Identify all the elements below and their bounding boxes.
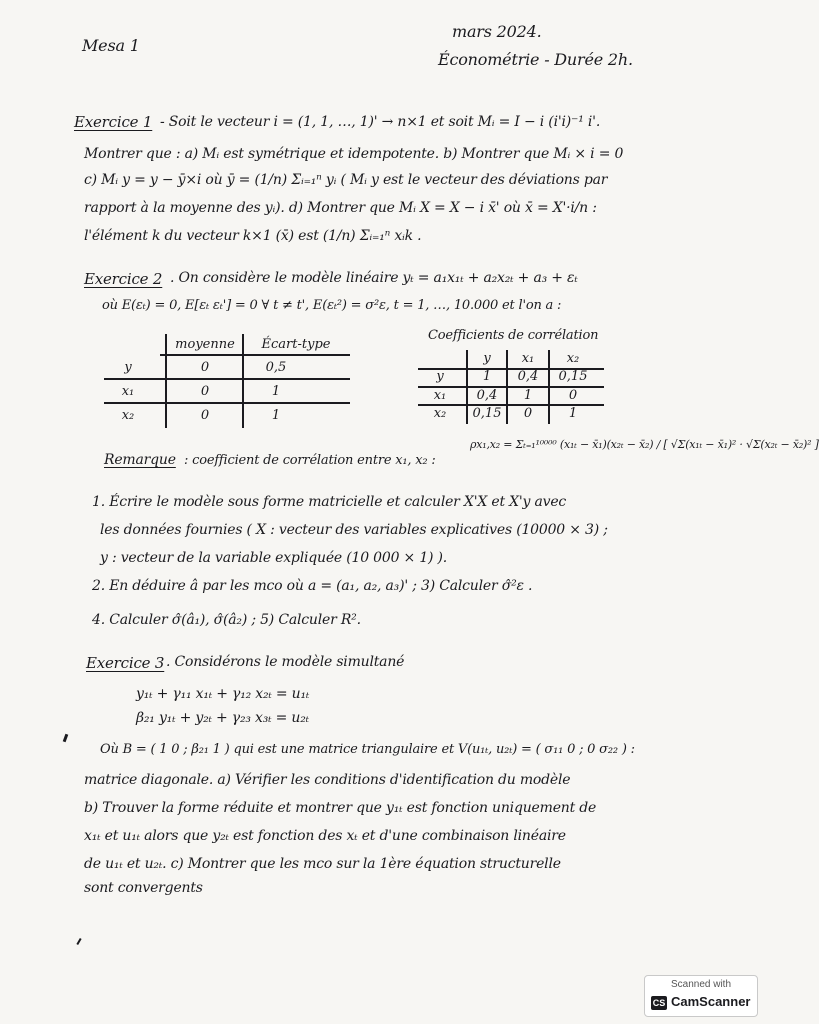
corr-cell: 1 [568, 406, 578, 421]
stats-cell: 0 [200, 384, 210, 399]
ex3-line: de u₁ₜ et u₂ₜ. c) Montrer que les mco sur la 1ère équation structurelle [84, 856, 561, 872]
camscanner-watermark [644, 975, 758, 1017]
camscanner-logo-icon: CS [652, 998, 666, 1008]
corr-header: x₁ [521, 351, 535, 366]
corr-cell: 0,4 [517, 369, 539, 384]
header-course: Économétrie - Durée 2h. [438, 50, 633, 69]
ex3-line: sont convergents [84, 880, 203, 896]
watermark-caption: Scanned with [670, 979, 732, 990]
stats-cell: 1 [271, 384, 281, 399]
ex2-question: y : vecteur de la variable expliquée (10 000 × 1) ). [100, 550, 448, 566]
corr-title: Coefficients de corrélation [428, 328, 599, 343]
stats-row-label: x₁ [121, 384, 135, 399]
ex1-line: - Soit le vecteur i = (1, 1, …, 1)' → n×1 et soit Mᵢ = I − i (i'i)⁻¹ i'. [160, 114, 601, 130]
stats-row-label: x₂ [121, 408, 135, 423]
ex3-title: Exercice 3 [86, 654, 165, 672]
ex3-equation-2: β₂₁ y₁ₜ + y₂ₜ + γ₂₃ x₃ₜ = u₂ₜ [136, 710, 309, 726]
ex2-question: 2. En déduire â par les mco où a = (a₁, a₂, a₃)' ; 3) Calculer σ̂²ε . [92, 578, 533, 594]
corr-cell: 0 [523, 406, 533, 421]
ex3-line: matrice diagonale. a) Vérifier les conditions d'identification du modèle [84, 772, 571, 788]
corr-cell: 1 [523, 388, 533, 403]
stats-cell: 0,5 [265, 360, 287, 375]
watermark-brand: CamScanner [671, 994, 751, 1009]
header-left: Mesa 1 [82, 36, 140, 55]
ex3-line: x₁ₜ et u₁ₜ alors que y₂ₜ est fonction des xₜ et d'une combinaison linéaire [84, 828, 566, 844]
ex2-question: 1. Écrire le modèle sous forme matricielle et calculer X'X et X'y avec [92, 494, 567, 510]
ex3-line: b) Trouver la forme réduite et montrer que y₁ₜ est fonction uniquement de [84, 800, 597, 816]
corr-row-label: x₁ [433, 388, 447, 403]
ex1-line: Montrer que : a) Mᵢ est symétrique et idempotente. b) Montrer que Mᵢ × i = 0 [84, 146, 624, 162]
corr-row-label: y [436, 369, 444, 384]
corr-cell: 0,15 [472, 406, 502, 421]
stats-cell: 1 [271, 408, 281, 423]
corr-cell: 0 [568, 388, 578, 403]
stats-row-label: y [124, 360, 132, 375]
pen-mark [76, 938, 81, 945]
ex2-question: 4. Calculer σ̂(â₁), σ̂(â₂) ; 5) Calculer R². [92, 612, 361, 628]
stats-header: Écart-type [261, 337, 331, 352]
ex1-line: rapport à la moyenne des yᵢ). d) Montrer que Mᵢ X = X − i x̄' où x̄ = X'·i/n : [84, 200, 597, 216]
ex2-question: les données fournies ( X : vecteur des variables explicatives (10000 × 3) ; [100, 522, 608, 538]
pen-mark [63, 734, 69, 743]
ex3-line: Où B = ( 1 0 ; β₂₁ 1 ) qui est une matrice triangulaire et V(u₁ₜ, u₂ₜ) = ( σ₁₁ 0 ; 0 σ₂₂ ) : [100, 742, 635, 757]
stats-cell: 0 [200, 408, 210, 423]
ex1-line: l'élément k du vecteur k×1 (x̄) est (1/n) Σᵢ₌₁ⁿ xᵢk . [84, 228, 422, 244]
header-date: mars 2024. [452, 22, 542, 41]
stats-cell: 0 [200, 360, 210, 375]
ex2-line: . On considère le modèle linéaire yₜ = a₁x₁ₜ + a₂x₂ₜ + a₃ + εₜ [170, 270, 578, 286]
ex2-title: Exercice 2 [84, 270, 163, 288]
corr-header: x₂ [566, 351, 580, 366]
ex1-line: c) Mᵢ y = y − ȳ×i où ȳ = (1/n) Σᵢ₌₁ⁿ yᵢ ( Mᵢ y est le vecteur des déviations par [84, 172, 608, 188]
corr-header: y [483, 351, 491, 366]
corr-cell: 0,4 [476, 388, 498, 403]
corr-row-label: x₂ [433, 406, 447, 421]
corr-cell: 0,15 [558, 369, 588, 384]
ex3-intro: . Considérons le modèle simultané [166, 654, 405, 670]
stats-header: moyenne [175, 337, 235, 352]
remark-text: : coefficient de corrélation entre x₁, x₂ : [184, 453, 436, 468]
ex1-title: Exercice 1 [74, 113, 153, 131]
corr-cell: 1 [482, 369, 492, 384]
ex2-line: où E(εₜ) = 0, E[εₜ εₜ'] = 0 ∀ t ≠ t', E(εₜ²) = σ²ε, t = 1, …, 10.000 et l'on a : [102, 298, 562, 313]
remark-formula: ρx₁,x₂ = Σₜ₌₁¹⁰⁰⁰⁰ (x₁ₜ − x̄₁)(x₂ₜ − x̄₂) / [ √Σ(x₁ₜ − x̄₁)² · √Σ(x₂ₜ − x̄₂)² ] [470, 438, 819, 451]
remark-title: Remarque [104, 452, 176, 468]
ex3-equation-1: y₁ₜ + γ₁₁ x₁ₜ + γ₁₂ x₂ₜ = u₁ₜ [136, 686, 310, 702]
